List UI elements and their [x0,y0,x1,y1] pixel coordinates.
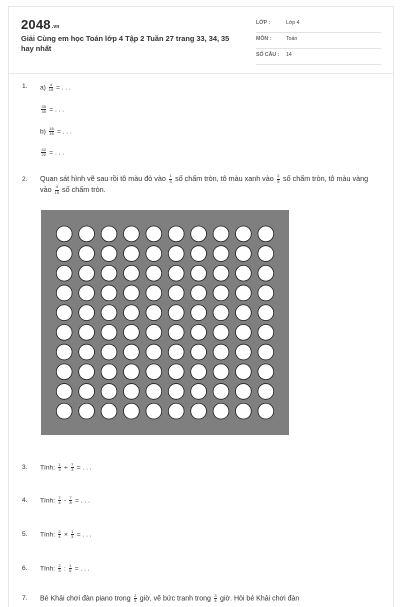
answer-blank: = . . . [57,128,72,136]
denominator: 15 [54,189,60,195]
text: giờ, vẽ bức tranh trong [139,595,211,603]
grid-dot [146,285,162,301]
grid-dot [101,364,117,380]
fraction [277,174,280,183]
fraction [58,530,61,539]
question-text [40,173,380,195]
grid-dot [236,364,252,380]
meta-row-grade [256,17,381,33]
worksheet-header [9,7,393,73]
question-number: 4. [22,497,28,504]
grid-dot [146,305,162,321]
denominator: 45 [41,109,46,115]
grid-dot [101,344,117,360]
grid-dot [191,364,207,380]
numerator: 1 [71,529,74,534]
denominator: 3 [169,178,172,184]
fraction [49,127,54,136]
answer-blank: = . . . [56,84,71,92]
numerator: 18 [49,126,54,131]
numerator: 7 [71,462,74,467]
text: giờ. Hỏi bé Khải chơi đàn [220,595,300,603]
numerator: 1 [169,173,172,179]
grid-dot [146,384,162,400]
question-line [40,564,90,573]
grid-dot [168,403,184,419]
question-number: 6. [22,565,28,572]
grid-dot [258,384,274,400]
denominator: 22 [41,152,46,158]
logo-tld: .vn [51,24,60,30]
grid-dot [56,246,72,262]
question-line [40,83,71,92]
numerator: 35 [41,104,46,109]
numerator: 4 [55,184,58,190]
fraction [71,463,74,472]
grid-dot [79,265,95,281]
denominator: 3 [58,568,61,574]
grid-dot [79,285,95,301]
grid-dot [236,403,252,419]
grid-dot [101,305,117,321]
numerator: 1 [58,462,61,467]
text: Tính: [40,497,56,505]
page-title: Giải Cùng em học Toán lớp 4 Tập 2 Tuần 27 trang 33, 34, 35 hay nhất [21,34,230,53]
grid-dot [258,403,274,419]
text: Tính: [40,565,56,573]
meta-row-count [256,49,381,65]
grid-dot [168,384,184,400]
grid-dot [56,364,72,380]
logo-main: 2048 [21,17,51,32]
grid-dot [124,226,140,242]
meta-label: SỐ CÂU : [256,52,280,58]
operator: × [63,531,68,539]
grid-dot [191,344,207,360]
text: chấm tròn, tô màu vàng vào [40,174,369,194]
grid-dot [236,305,252,321]
question-line [40,496,90,505]
meta-label: LỚP : [256,20,271,26]
grid-dot [101,324,117,340]
dot-grid [41,210,289,435]
denominator: 3 [71,467,74,473]
grid-dot [168,226,184,242]
operator: + [63,464,68,472]
grid-dot [124,285,140,301]
grid-dot [236,246,252,262]
dot-grid-svg [41,210,289,435]
grid-dot [124,324,140,340]
meta-table [256,17,381,65]
question-line [40,105,64,114]
operator: - [63,497,67,505]
question-line [40,127,72,136]
grid-dot [213,344,229,360]
question-number: 5. [22,531,28,538]
denominator: 16 [49,131,54,137]
numerator: 4 [49,82,53,87]
answer-blank: = . . . [49,149,65,157]
grid-dot [258,226,274,242]
grid-dot [124,384,140,400]
text: Tính: [40,531,56,539]
grid-dot [56,384,72,400]
text: Bé Khải chơi đàn piano trong [40,595,131,603]
grid-dot [168,265,184,281]
grid-dot [124,403,140,419]
grid-dot [213,285,229,301]
grid-dot [101,246,117,262]
grid-dot [79,344,95,360]
grid-dot [146,265,162,281]
denominator: 4 [58,534,61,540]
answer-blank: = . . . [74,565,90,573]
grid-dot [146,246,162,262]
grid-dot [168,285,184,301]
question-line [40,530,92,539]
meta-row-subject [256,33,381,49]
grid-dot [79,384,95,400]
denominator: 3 [58,467,61,473]
grid-dot [79,324,95,340]
grid-dot [258,285,274,301]
grid-dot [79,226,95,242]
numerator: 3 [214,593,217,598]
denominator: 4 [58,500,61,506]
grid-dot [213,324,229,340]
question-line [40,148,64,157]
question-line [40,463,92,472]
fraction [69,496,72,505]
numerator: 2 [58,529,61,534]
grid-dot [146,364,162,380]
grid-dot [101,403,117,419]
grid-dot [168,246,184,262]
fraction [41,148,46,157]
grid-dot [236,324,252,340]
grid-dot [101,265,117,281]
grid-dot [236,384,252,400]
grid-dot [124,246,140,262]
grid-dot [146,226,162,242]
question-number: 7. [22,595,28,602]
site-logo[interactable] [21,17,60,32]
grid-dot [258,324,274,340]
numerator: 2 [277,173,280,179]
grid-dot [124,364,140,380]
grid-dot [236,265,252,281]
meta-value: Toán [286,36,298,42]
numerator: 7 [58,495,61,500]
grid-dot [168,305,184,321]
denominator: 5 [277,178,280,184]
fraction [69,564,72,573]
grid-dot [258,265,274,281]
numerator: 2 [58,563,61,568]
grid-dot [168,324,184,340]
text: số chấm tròn, tô màu xanh vào [175,174,274,183]
grid-dot [191,246,207,262]
grid-dot [236,344,252,360]
grid-dot [79,246,95,262]
grid-dot [56,226,72,242]
denominator: 4 [214,598,217,604]
part-label: b) [40,128,46,136]
question-number: 3. [22,464,28,471]
header-divider [9,73,393,74]
fraction [169,174,172,183]
fraction [41,105,46,114]
grid-dot [258,364,274,380]
denominator: 3 [134,598,137,604]
answer-blank: = . . . [49,106,65,114]
denominator: 6 [69,568,72,574]
meta-label: MÔN : [256,36,272,42]
grid-dot [101,384,117,400]
grid-dot [213,265,229,281]
numerator: 42 [41,147,46,152]
part-label: a) [40,84,46,92]
numerator: 7 [69,495,72,500]
fraction [58,463,61,472]
text: số [283,174,291,183]
answer-blank: = . . . [76,531,92,539]
denominator: 8 [69,500,72,506]
grid-dot [56,403,72,419]
grid-dot [191,384,207,400]
grid-dot [213,246,229,262]
text: Tính: [40,464,56,472]
grid-dot [191,285,207,301]
grid-dot [236,285,252,301]
fraction [49,83,53,92]
grid-dot [124,344,140,360]
grid-dot [56,305,72,321]
grid-dot [258,344,274,360]
grid-dot [213,403,229,419]
grid-dot [101,226,117,242]
grid-dot [213,384,229,400]
grid-dot [79,305,95,321]
grid-dot [56,265,72,281]
grid-dot [213,226,229,242]
answer-blank: = . . . [75,497,90,505]
numerator: 1 [69,563,72,568]
answer-blank: = . . . [76,464,92,472]
grid-dot [56,285,72,301]
grid-dot [236,226,252,242]
grid-dot [124,265,140,281]
grid-dot [191,226,207,242]
grid-dot [124,305,140,321]
grid-dot [79,364,95,380]
numerator: 2 [134,593,137,598]
grid-dot [146,324,162,340]
fraction [71,530,74,539]
grid-dot [168,364,184,380]
question-line [40,594,299,603]
grid-dot [191,265,207,281]
grid-dot [258,305,274,321]
grid-dot [191,403,207,419]
grid-dot [168,344,184,360]
grid-dot [79,403,95,419]
grid-dot [258,246,274,262]
grid-dot [213,364,229,380]
fraction [134,594,137,603]
question-number: 2. [22,176,28,183]
fraction [58,564,61,573]
fraction [214,594,217,603]
operator: : [63,565,66,573]
fraction [55,185,59,194]
question-number: 1. [22,83,28,90]
grid-dot [101,285,117,301]
text: Quan sát hình vẽ sau rồi tô màu đỏ vào [40,174,166,183]
text: số chấm tròn. [62,185,106,194]
grid-dot [56,324,72,340]
grid-dot [146,403,162,419]
denominator: 3 [71,534,74,540]
grid-dot [191,305,207,321]
grid-dot [213,305,229,321]
denominator: 15 [48,87,54,93]
meta-value: Lớp 4 [286,20,300,26]
meta-value: 14 [286,52,292,58]
grid-dot [56,344,72,360]
grid-dot [191,324,207,340]
grid-dot [146,344,162,360]
fraction [58,496,61,505]
worksheet [8,6,394,607]
